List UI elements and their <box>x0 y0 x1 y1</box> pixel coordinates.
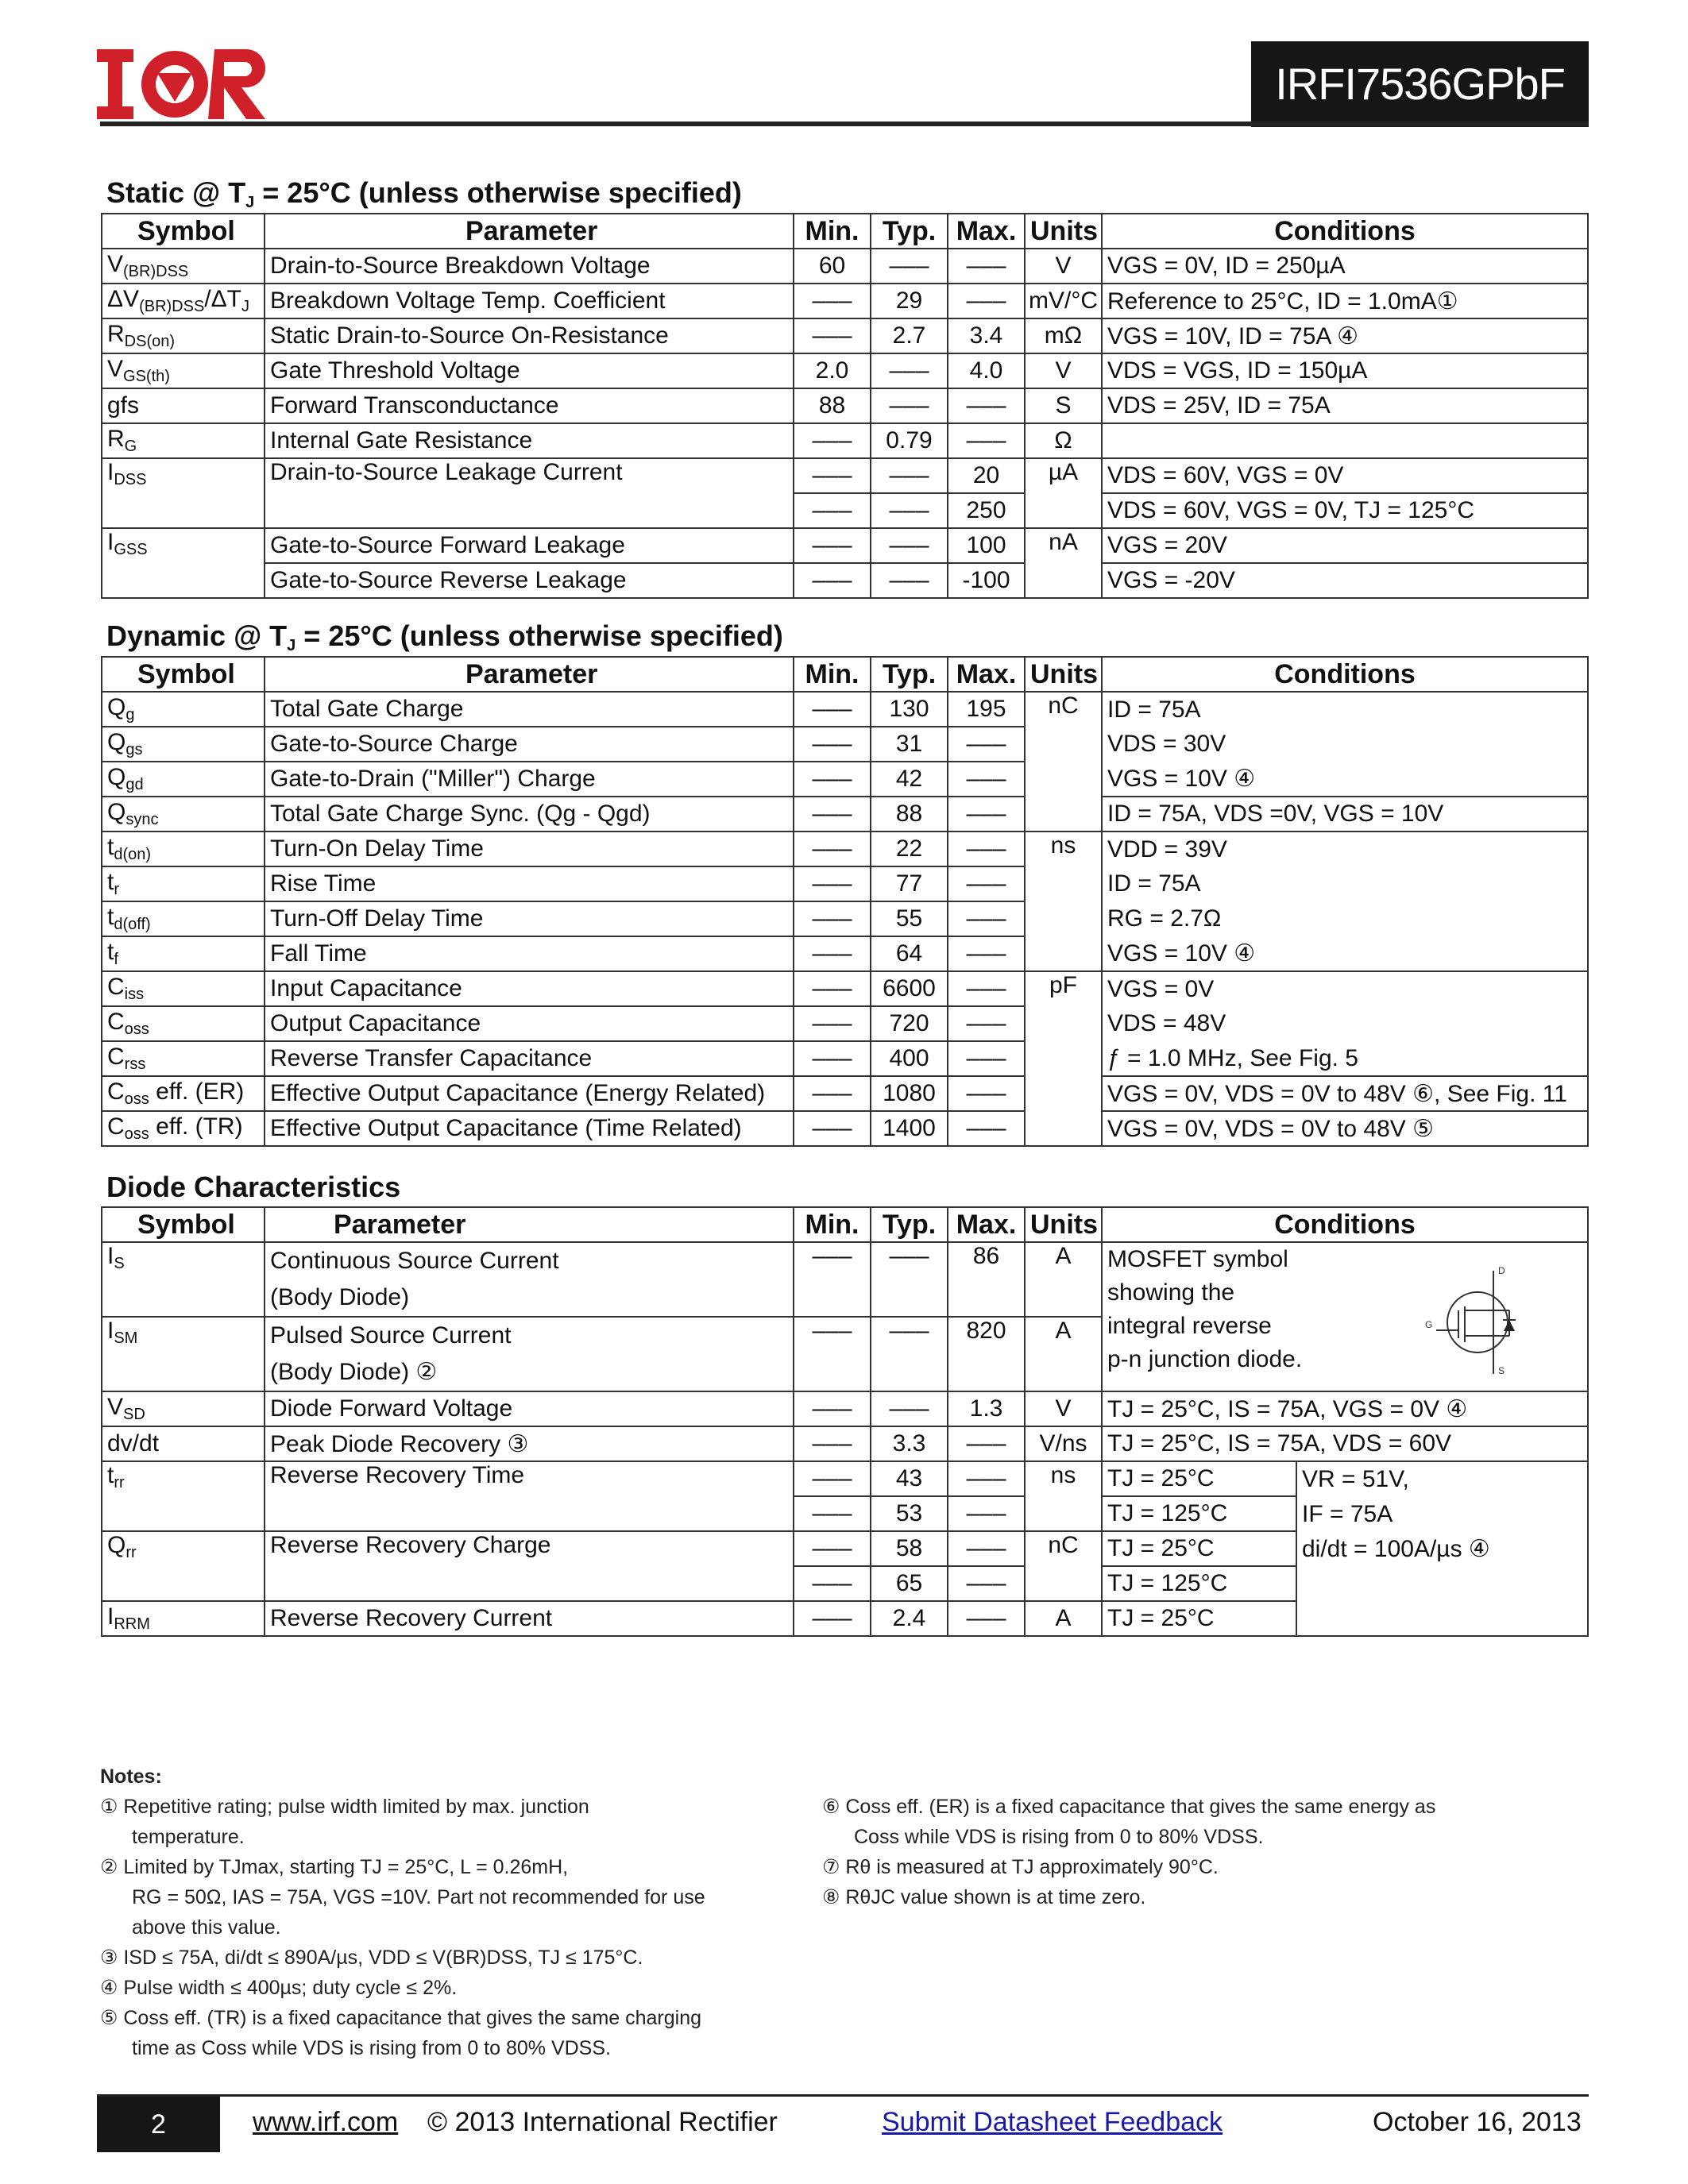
static-title: Static @ $T_J = 25^\circ C$ (unless otherwise specified) <box>106 176 742 211</box>
table-row <box>102 936 1588 971</box>
max-cell: -100 <box>948 563 1025 598</box>
min-cell: ––– <box>794 1041 871 1076</box>
col-header: Symbol <box>102 657 265 692</box>
col-header: Min. <box>794 214 871 249</box>
symbol-cell: $t_{d(on)}$ <box>102 832 265 866</box>
typ-cell: 77 <box>871 866 948 901</box>
max-cell: ––– <box>948 936 1025 971</box>
min-cell: ––– <box>794 423 871 458</box>
dynamic-table <box>101 656 1589 1147</box>
max-cell: ––– <box>948 971 1025 1006</box>
static-table <box>101 213 1589 599</box>
symbol-cell: $I_{GSS}$ <box>102 528 265 598</box>
col-header: Max. <box>948 214 1025 249</box>
symbol-cell: $I_{DSS}$ <box>102 458 265 528</box>
footer-rule <box>97 2094 1589 2097</box>
condition-cell: VGS = 0V, ID = 250µA <box>1102 249 1588 284</box>
col-header: Conditions <box>1102 214 1588 249</box>
typ-cell: 58 <box>871 1531 948 1566</box>
condition-cell: VGS = 0V, VDS = 0V to 48V ⑤ <box>1102 1111 1588 1146</box>
unit-cell: mV/°C <box>1025 284 1102 318</box>
table-row <box>102 1111 1588 1146</box>
unit-cell: nC <box>1025 1531 1102 1601</box>
mosfet-note-cell: MOSFET symbol showing the integral reverse p-n junction diode. <box>1102 1242 1588 1391</box>
condition-cell: TJ = 125°C <box>1102 1566 1296 1601</box>
symbol-cell: $t_r$ <box>102 866 265 901</box>
condition-cell: VDS = 48V <box>1102 1006 1588 1041</box>
min-cell: ––– <box>794 1242 871 1317</box>
table-row <box>102 1242 1588 1317</box>
table-row <box>102 1006 1588 1041</box>
condition-cell: VGS = 10V ④ <box>1102 762 1588 797</box>
mosfet-symbol-icon <box>1422 1263 1533 1382</box>
col-header: Parameter <box>265 657 794 692</box>
symbol-cell: $Q_g$ <box>102 692 265 727</box>
param-cell: Rise Time <box>265 866 794 901</box>
symbol-cell: $V_{GS(th)}$ <box>102 353 265 388</box>
unit-cell: pF <box>1025 971 1102 1146</box>
min-cell: ––– <box>794 284 871 318</box>
pin-label: D <box>1498 1265 1505 1276</box>
part-number: IRFI7536GPbF <box>1251 41 1589 127</box>
typ-cell: ––– <box>871 528 948 563</box>
symbol-cell: $C_{iss}$ <box>102 971 265 1006</box>
diode-table <box>101 1206 1589 1637</box>
table-row <box>102 727 1588 762</box>
max-cell: 250 <box>948 493 1025 528</box>
unit-cell: A <box>1025 1601 1102 1636</box>
max-cell: ––– <box>948 832 1025 866</box>
param-cell: Turn-Off Delay Time <box>265 901 794 936</box>
unit-cell: V/ns <box>1025 1426 1102 1461</box>
param-cell: Gate-to-Source Forward Leakage <box>265 528 794 563</box>
max-cell: ––– <box>948 727 1025 762</box>
max-cell: ––– <box>948 423 1025 458</box>
min-cell: ––– <box>794 458 871 493</box>
website-link[interactable]: www.irf.com <box>253 2107 399 2137</box>
note-line: ⑥ Coss eff. (ER) is a fixed capacitance that gives the same energy as <box>822 1796 1436 1818</box>
param-cell: Output Capacitance <box>265 1006 794 1041</box>
footer-date: October 16, 2013 <box>1373 2107 1582 2137</box>
note-line: temperature. <box>132 1826 245 1848</box>
condition-cell: TJ = 25°C <box>1102 1601 1296 1636</box>
max-cell: 1.3 <box>948 1391 1025 1426</box>
table-row <box>102 797 1588 832</box>
pin-label: S <box>1498 1365 1505 1376</box>
typ-cell: 130 <box>871 692 948 727</box>
param-cell: Gate-to-Source Reverse Leakage <box>265 563 794 598</box>
min-cell: ––– <box>794 1566 871 1601</box>
max-cell: ––– <box>948 1111 1025 1146</box>
typ-cell: 29 <box>871 284 948 318</box>
condition-cell: VDS = 30V <box>1102 727 1588 762</box>
unit-cell: nA <box>1025 528 1102 598</box>
col-header: Typ. <box>871 1207 948 1242</box>
symbol-cell: $Q_{sync}$ <box>102 797 265 832</box>
symbol-cell: $R_G$ <box>102 423 265 458</box>
min-cell: ––– <box>794 971 871 1006</box>
typ-cell: 6600 <box>871 971 948 1006</box>
symbol-cell: $I_{RRM}$ <box>102 1601 265 1636</box>
table-row <box>102 249 1588 284</box>
condition-cell: TJ = 25°C, IS = 75A, VDS = 60V <box>1102 1426 1588 1461</box>
col-header: Symbol <box>102 214 265 249</box>
table-row <box>102 901 1588 936</box>
min-cell: ––– <box>794 563 871 598</box>
note-line: ⑤ Coss eff. (TR) is a fixed capacitance that gives the same charging <box>100 2007 702 2029</box>
param-cell: Total Gate Charge Sync. (Qg - Qgd) <box>265 797 794 832</box>
min-cell: ––– <box>794 1391 871 1426</box>
param-cell: Drain-to-Source Leakage Current <box>265 458 794 528</box>
max-cell: 3.4 <box>948 318 1025 353</box>
symbol-cell: $Q_{rr}$ <box>102 1531 265 1601</box>
condition-cell <box>1102 423 1588 458</box>
min-cell: ––– <box>794 1076 871 1111</box>
col-header: Parameter <box>265 1207 794 1242</box>
table-header-row <box>102 214 1588 249</box>
max-cell: ––– <box>948 1426 1025 1461</box>
max-cell: ––– <box>948 866 1025 901</box>
note-line: ④ Pulse width ≤ 400µs; duty cycle ≤ 2%. <box>100 1977 458 1999</box>
col-header: Units <box>1025 214 1102 249</box>
typ-cell: 3.3 <box>871 1426 948 1461</box>
typ-cell: 42 <box>871 762 948 797</box>
typ-cell: 55 <box>871 901 948 936</box>
condition-cell: Reference to 25°C, ID = 1.0mA① <box>1102 284 1588 318</box>
side-condition-cell: VR = 51V, IF = 75A di/dt = 100A/µs ④ <box>1296 1461 1588 1636</box>
unit-cell: V <box>1025 1391 1102 1426</box>
min-cell: ––– <box>794 493 871 528</box>
ir-logo <box>97 46 272 122</box>
symbol-cell: $R_{DS(on)}$ <box>102 318 265 353</box>
condition-cell: VDD = 39V <box>1102 832 1588 866</box>
typ-cell: 64 <box>871 936 948 971</box>
col-header: Typ. <box>871 214 948 249</box>
table-row <box>102 1426 1588 1461</box>
col-header: Symbol <box>102 1207 265 1242</box>
typ-cell: 720 <box>871 1006 948 1041</box>
note-line: time as Coss while VDS is rising from 0 to 80% VDSS. <box>132 2037 611 2059</box>
param-cell: Internal Gate Resistance <box>265 423 794 458</box>
param-cell: Reverse Recovery Current <box>265 1601 794 1636</box>
param-cell: Effective Output Capacitance (Time Related) <box>265 1111 794 1146</box>
unit-cell: Ω <box>1025 423 1102 458</box>
table-row <box>102 318 1588 353</box>
min-cell: ––– <box>794 936 871 971</box>
typ-cell: ––– <box>871 458 948 493</box>
min-cell: 60 <box>794 249 871 284</box>
table-row <box>102 528 1588 563</box>
condition-cell: VDS = 60V, VGS = 0V <box>1102 458 1588 493</box>
symbol-cell: gfs <box>102 388 265 423</box>
unit-cell: µA <box>1025 458 1102 528</box>
max-cell: ––– <box>948 1041 1025 1076</box>
min-cell: ––– <box>794 528 871 563</box>
param-cell: Diode Forward Voltage <box>265 1391 794 1426</box>
min-cell: ––– <box>794 1461 871 1496</box>
note-line: ⑦ Rθ is measured at TJ approximately 90°C. <box>822 1856 1219 1878</box>
max-cell: ––– <box>948 1566 1025 1601</box>
param-cell: Static Drain-to-Source On-Resistance <box>265 318 794 353</box>
symbol-cell: $C_{rss}$ <box>102 1041 265 1076</box>
min-cell: ––– <box>794 1111 871 1146</box>
table-row <box>102 1041 1588 1076</box>
param-cell: Reverse Transfer Capacitance <box>265 1041 794 1076</box>
symbol-cell: $Q_{gd}$ <box>102 762 265 797</box>
table-row <box>102 353 1588 388</box>
param-cell: Gate Threshold Voltage <box>265 353 794 388</box>
col-header: Typ. <box>871 657 948 692</box>
col-header: Max. <box>948 1207 1025 1242</box>
table-row <box>102 423 1588 458</box>
condition-cell: VDS = 60V, VGS = 0V, TJ = 125°C <box>1102 493 1588 528</box>
condition-cell: VGS = 10V, ID = 75A ④ <box>1102 318 1588 353</box>
unit-cell: S <box>1025 388 1102 423</box>
param-cell: Fall Time <box>265 936 794 971</box>
symbol-cell: $t_f$ <box>102 936 265 971</box>
min-cell: ––– <box>794 797 871 832</box>
max-cell: ––– <box>948 249 1025 284</box>
table-row <box>102 1076 1588 1111</box>
col-header: Min. <box>794 1207 871 1242</box>
unit-cell: mΩ <box>1025 318 1102 353</box>
min-cell: ––– <box>794 762 871 797</box>
typ-cell: 88 <box>871 797 948 832</box>
condition-cell: TJ = 25°C <box>1102 1531 1296 1566</box>
typ-cell: ––– <box>871 563 948 598</box>
symbol-cell: dv/dt <box>102 1426 265 1461</box>
col-header: Min. <box>794 657 871 692</box>
condition-cell: ƒ = 1.0 MHz, See Fig. 5 <box>1102 1041 1588 1076</box>
note-line: Coss while VDS is rising from 0 to 80% VDSS. <box>854 1826 1264 1848</box>
symbol-cell: $t_{d(off)}$ <box>102 901 265 936</box>
max-cell: ––– <box>948 762 1025 797</box>
note-line: above this value. <box>132 1916 281 1939</box>
col-header: Units <box>1025 1207 1102 1242</box>
typ-cell: 2.7 <box>871 318 948 353</box>
condition-cell: VDS = 25V, ID = 75A <box>1102 388 1588 423</box>
col-header: Conditions <box>1102 1207 1588 1242</box>
symbol-cell: $I_S$ <box>102 1242 265 1317</box>
typ-cell: ––– <box>871 353 948 388</box>
logo-text: IOR <box>97 46 98 47</box>
unit-cell: V <box>1025 249 1102 284</box>
condition-cell: ID = 75A <box>1102 692 1588 727</box>
min-cell: ––– <box>794 1317 871 1391</box>
table-row <box>102 832 1588 866</box>
max-cell: ––– <box>948 1531 1025 1566</box>
page-number: 2 <box>97 2097 220 2152</box>
max-cell: ––– <box>948 1076 1025 1111</box>
header-rule <box>100 122 1589 126</box>
min-cell: ––– <box>794 901 871 936</box>
param-cell: Breakdown Voltage Temp. Coefficient <box>265 284 794 318</box>
min-cell: ––– <box>794 1426 871 1461</box>
typ-cell: 0.79 <box>871 423 948 458</box>
param-cell: Continuous Source Current (Body Diode) <box>265 1242 794 1317</box>
param-cell: Effective Output Capacitance (Energy Related) <box>265 1076 794 1111</box>
typ-cell: 1080 <box>871 1076 948 1111</box>
symbol-cell: $Q_{gs}$ <box>102 727 265 762</box>
param-cell: Total Gate Charge <box>265 692 794 727</box>
table-row <box>102 1461 1588 1496</box>
condition-cell: RG = 2.7Ω <box>1102 901 1588 936</box>
max-cell: ––– <box>948 797 1025 832</box>
param-cell: Turn-On Delay Time <box>265 832 794 866</box>
typ-cell: 53 <box>871 1496 948 1531</box>
min-cell: ––– <box>794 1601 871 1636</box>
min-cell: ––– <box>794 727 871 762</box>
max-cell: ––– <box>948 1461 1025 1496</box>
typ-cell: 43 <box>871 1461 948 1496</box>
min-cell: ––– <box>794 866 871 901</box>
min-cell: 88 <box>794 388 871 423</box>
max-cell: ––– <box>948 1006 1025 1041</box>
condition-cell: TJ = 25°C <box>1102 1461 1296 1496</box>
unit-cell: V <box>1025 353 1102 388</box>
typ-cell: 22 <box>871 832 948 866</box>
min-cell: 2.0 <box>794 353 871 388</box>
typ-cell: 400 <box>871 1041 948 1076</box>
notes-left <box>100 1761 815 2063</box>
param-cell: Forward Transconductance <box>265 388 794 423</box>
col-header: Conditions <box>1102 657 1588 692</box>
max-cell: 86 <box>948 1242 1025 1317</box>
table-row <box>102 284 1588 318</box>
min-cell: ––– <box>794 318 871 353</box>
max-cell: 20 <box>948 458 1025 493</box>
table-row <box>102 971 1588 1006</box>
param-cell: Pulsed Source Current (Body Diode) ② <box>265 1317 794 1391</box>
typ-cell: ––– <box>871 1317 948 1391</box>
param-cell: Peak Diode Recovery ③ <box>265 1426 794 1461</box>
notes-heading: Notes: <box>100 1765 162 1788</box>
symbol-cell: $V_{(BR)DSS}$ <box>102 249 265 284</box>
typ-cell: ––– <box>871 1391 948 1426</box>
min-cell: ––– <box>794 1496 871 1531</box>
symbol-cell: $V_{SD}$ <box>102 1391 265 1426</box>
feedback-link[interactable]: Submit Datasheet Feedback <box>882 2107 1223 2137</box>
max-cell: ––– <box>948 388 1025 423</box>
col-header: Parameter <box>265 214 794 249</box>
param-cell: Drain-to-Source Breakdown Voltage <box>265 249 794 284</box>
table-row <box>102 762 1588 797</box>
max-cell: 820 <box>948 1317 1025 1391</box>
symbol-cell: $C_{oss}$ eff. (TR) <box>102 1111 265 1146</box>
table-row <box>102 866 1588 901</box>
condition-cell: TJ = 25°C, IS = 75A, VGS = 0V ④ <box>1102 1391 1588 1426</box>
typ-cell: 1400 <box>871 1111 948 1146</box>
typ-cell: ––– <box>871 388 948 423</box>
copyright: © 2013 International Rectifier <box>427 2107 778 2137</box>
max-cell: 4.0 <box>948 353 1025 388</box>
table-row <box>102 458 1588 493</box>
param-cell: Reverse Recovery Time <box>265 1461 794 1531</box>
condition-cell: VGS = 0V, VDS = 0V to 48V ⑥, See Fig. 11 <box>1102 1076 1588 1111</box>
notes-right <box>822 1792 1585 1912</box>
symbol-cell: $\Delta V_{(BR)DSS}/\Delta T_J$ <box>102 284 265 318</box>
condition-cell: VGS = -20V <box>1102 563 1588 598</box>
diode-title: Diode Characteristics <box>106 1171 401 1203</box>
table-header-row <box>102 1207 1588 1242</box>
note-line: ③ ISD ≤ 75A, di/dt ≤ 890A/µs, VDD ≤ V(BR)DSS, TJ ≤ 175°C. <box>100 1947 643 1969</box>
unit-cell: ns <box>1025 832 1102 971</box>
typ-cell: 31 <box>871 727 948 762</box>
max-cell: ––– <box>948 284 1025 318</box>
table-row <box>102 563 1588 598</box>
table-row <box>102 692 1588 727</box>
condition-cell: VGS = 10V ④ <box>1102 936 1588 971</box>
param-cell: Gate-to-Drain ("Miller") Charge <box>265 762 794 797</box>
table-row <box>102 388 1588 423</box>
max-cell: ––– <box>948 1496 1025 1531</box>
unit-cell: A <box>1025 1242 1102 1317</box>
pin-label: G <box>1425 1319 1433 1330</box>
symbol-cell: $t_{rr}$ <box>102 1461 265 1531</box>
typ-cell: ––– <box>871 1242 948 1317</box>
table-row <box>102 1391 1588 1426</box>
note-line: ① Repetitive rating; pulse width limited by max. junction <box>100 1796 589 1818</box>
condition-cell: TJ = 125°C <box>1102 1496 1296 1531</box>
param-cell: Input Capacitance <box>265 971 794 1006</box>
max-cell: ––– <box>948 901 1025 936</box>
typ-cell: 2.4 <box>871 1601 948 1636</box>
typ-cell: 65 <box>871 1566 948 1601</box>
min-cell: ––– <box>794 832 871 866</box>
max-cell: 195 <box>948 692 1025 727</box>
condition-cell: VDS = VGS, ID = 150µA <box>1102 353 1588 388</box>
condition-cell: VGS = 0V <box>1102 971 1588 1006</box>
note-line: ⑧ RθJC value shown is at time zero. <box>822 1886 1146 1908</box>
note-line: RG = 50Ω, IAS = 75A, VGS =10V. Part not recommended for use <box>132 1886 705 1908</box>
param-cell: Reverse Recovery Charge <box>265 1531 794 1601</box>
min-cell: ––– <box>794 692 871 727</box>
table-header-row <box>102 657 1588 692</box>
note-line: ② Limited by TJmax, starting TJ = 25°C, L = 0.26mH, <box>100 1856 569 1878</box>
min-cell: ––– <box>794 1531 871 1566</box>
max-cell: 100 <box>948 528 1025 563</box>
unit-cell: nC <box>1025 692 1102 832</box>
col-header: Units <box>1025 657 1102 692</box>
symbol-cell: $C_{oss}$ eff. (ER) <box>102 1076 265 1111</box>
max-cell: ––– <box>948 1601 1025 1636</box>
min-cell: ––– <box>794 1006 871 1041</box>
typ-cell: ––– <box>871 249 948 284</box>
condition-cell: ID = 75A, VDS =0V, VGS = 10V <box>1102 797 1588 832</box>
unit-cell: ns <box>1025 1461 1102 1531</box>
unit-cell: A <box>1025 1317 1102 1391</box>
symbol-cell: $C_{oss}$ <box>102 1006 265 1041</box>
symbol-cell: $I_{SM}$ <box>102 1317 265 1391</box>
dynamic-title: Dynamic @ $T_J = 25^\circ C$ (unless otherwise specified) <box>106 619 783 654</box>
typ-cell: ––– <box>871 493 948 528</box>
col-header: Max. <box>948 657 1025 692</box>
condition-cell: VGS = 20V <box>1102 528 1588 563</box>
condition-cell: ID = 75A <box>1102 866 1588 901</box>
param-cell: Gate-to-Source Charge <box>265 727 794 762</box>
